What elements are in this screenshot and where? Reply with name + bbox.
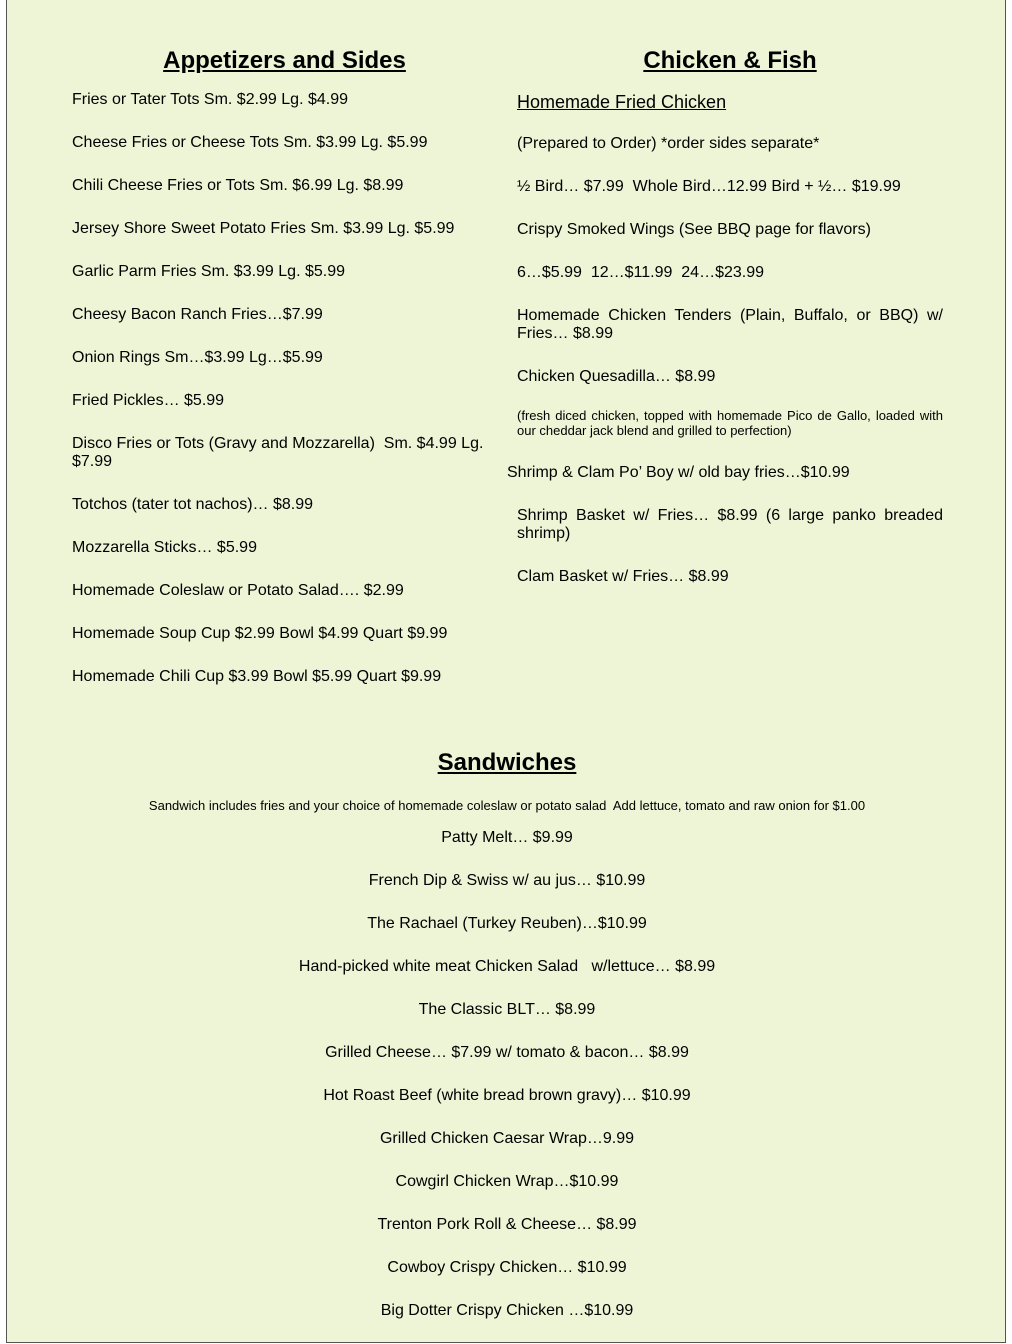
menu-item: Onion Rings Sm…$3.99 Lg…$5.99 [72, 349, 323, 366]
sandwich-note: Sandwich includes fries and your choice of homemade coleslaw or potato salad Add lettuce, tomato and raw onion for $1.00 [148, 798, 866, 813]
appetizers-section [72, 46, 487, 711]
quesadilla-note: (fresh diced chicken, topped with homemade Pico de Gallo, loaded with our cheddar jack blend and grilled to perfection) [517, 408, 947, 438]
menu-item: Shrimp Basket w/ Fries… $8.99 (6 large panko breaded shrimp) [517, 507, 948, 542]
menu-item: Garlic Parm Fries Sm. $3.99 Lg. $5.99 [72, 263, 345, 280]
menu-item: Hot Roast Beef (white bread brown gravy)… $10.99 [323, 1087, 691, 1104]
menu-item: 6…$5.99 12…$11.99 24…$23.99 [517, 264, 764, 281]
menu-item: Fried Pickles… $5.99 [72, 392, 225, 409]
chicken-fish-section [507, 46, 948, 611]
menu-item: Mozzarella Sticks… $5.99 [72, 539, 257, 556]
menu-item: Homemade Chicken Tenders (Plain, Buffalo, or BBQ) w/ Fries… $8.99 [517, 307, 948, 342]
menu-item: Grilled Chicken Caesar Wrap…9.99 [379, 1130, 635, 1147]
menu-item: Disco Fries or Tots (Gravy and Mozzarella) Sm. $4.99 Lg. $7.99 [72, 435, 488, 470]
menu-item: Cowgirl Chicken Wrap…$10.99 [395, 1173, 619, 1190]
fried-chicken-subheading: Homemade Fried Chicken [517, 92, 727, 112]
menu-item: Grilled Cheese… $7.99 w/ tomato & bacon… $8.99 [325, 1044, 689, 1061]
menu-item: Hand-picked white meat Chicken Salad w/lettuce… $8.99 [298, 958, 716, 975]
menu-item: Homemade Soup Cup $2.99 Bowl $4.99 Quart $9.99 [72, 625, 448, 642]
menu-item: ½ Bird… $7.99 Whole Bird…12.99 Bird + ½… $19.99 [517, 178, 901, 195]
menu-item: The Rachael (Turkey Reuben)…$10.99 [367, 915, 647, 932]
sandwiches-section [7, 748, 1007, 1344]
sandwiches-title: Sandwiches [437, 749, 577, 776]
menu-item: Cheesy Bacon Ranch Fries…$7.99 [72, 306, 323, 323]
menu-item: Chili Cheese Fries or Tots Sm. $6.99 Lg. $8.99 [72, 177, 404, 194]
menu-item: Fries or Tater Tots Sm. $2.99 Lg. $4.99 [72, 91, 348, 108]
menu-item: Clam Basket w/ Fries… $8.99 [517, 568, 729, 585]
menu-item: Big Dotter Crispy Chicken …$10.99 [380, 1302, 634, 1319]
menu-page [6, 0, 1006, 1343]
menu-item: French Dip & Swiss w/ au jus… $10.99 [368, 872, 646, 889]
menu-item: Cheese Fries or Cheese Tots Sm. $3.99 Lg. $5.99 [72, 134, 428, 151]
menu-item: (Prepared to Order) *order sides separate* [517, 135, 820, 152]
chicken-fish-title: Chicken & Fish [643, 47, 817, 74]
menu-item: Shrimp & Clam Po’ Boy w/ old bay fries…$10.99 [507, 464, 850, 481]
menu-item: Homemade Coleslaw or Potato Salad…. $2.99 [72, 582, 404, 599]
menu-item: Totchos (tater tot nachos)… $8.99 [72, 496, 314, 513]
menu-item: Chicken Quesadilla… $8.99 [517, 368, 716, 385]
menu-item: Jersey Shore Sweet Potato Fries Sm. $3.99 Lg. $5.99 [72, 220, 455, 237]
menu-item: The Classic BLT… $8.99 [418, 1001, 596, 1018]
menu-item: Cowboy Crispy Chicken… $10.99 [387, 1259, 627, 1276]
menu-item: Patty Melt… $9.99 [441, 829, 573, 846]
menu-item: Trenton Pork Roll & Cheese… $8.99 [377, 1216, 637, 1233]
menu-item: Homemade Chili Cup $3.99 Bowl $5.99 Quart $9.99 [72, 668, 442, 685]
appetizers-title: Appetizers and Sides [163, 47, 406, 74]
menu-item: Crispy Smoked Wings (See BBQ page for flavors) [517, 221, 871, 238]
